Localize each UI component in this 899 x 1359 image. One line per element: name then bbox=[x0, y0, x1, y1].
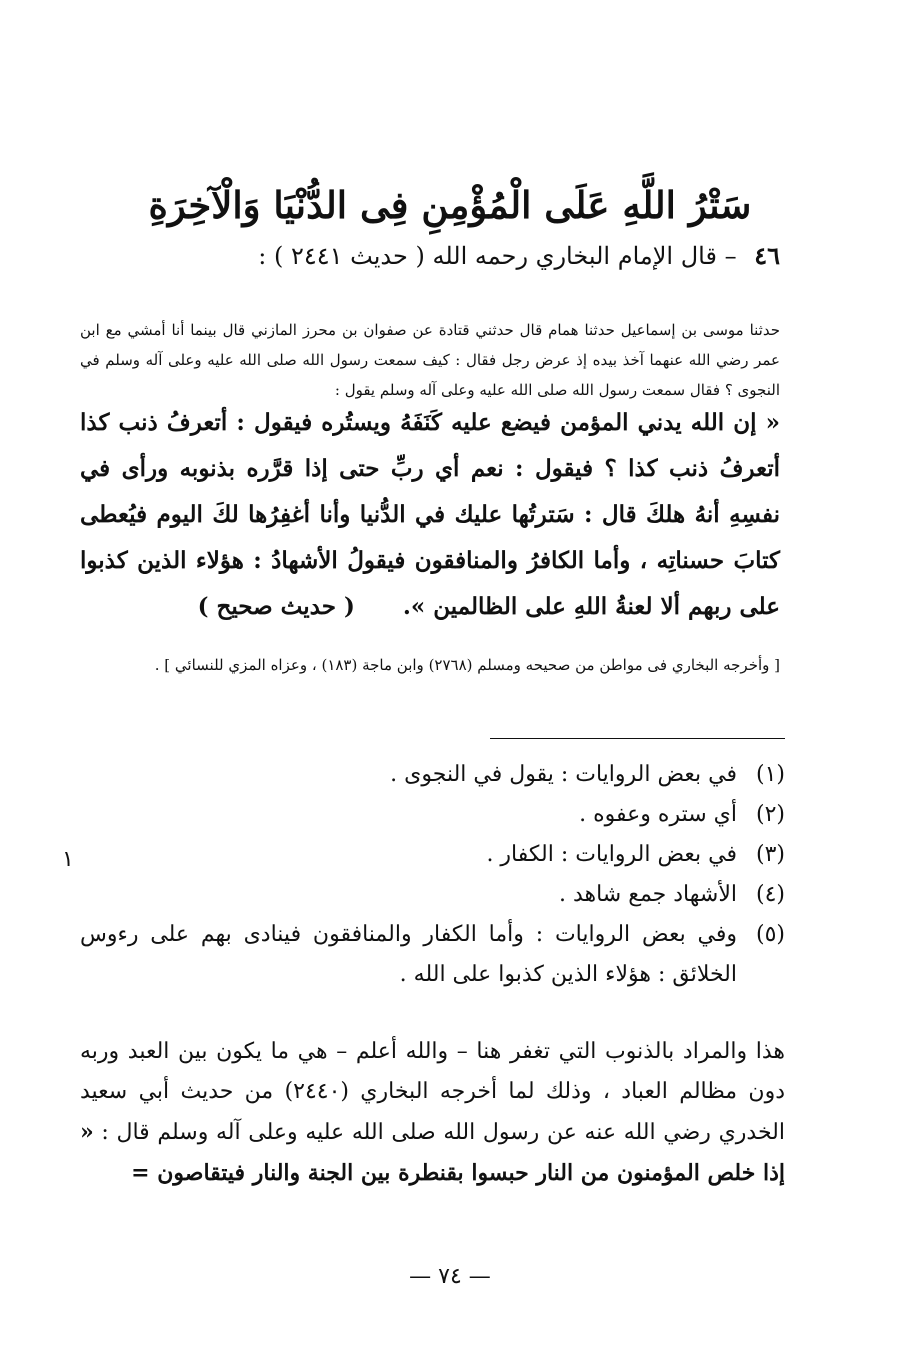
hadith-header-text: – قال الإمام البخاري رحمه الله ( حديث ٢٤٤١ ) : bbox=[258, 242, 737, 270]
footnote-text: في بعض الروايات : الكفار . bbox=[486, 842, 737, 867]
footnote-text: وفي بعض الروايات : وأما الكفار والمنافقون فينادى بهم على رءوس الخلائق : هؤلاء الذين كذبوا على الله . bbox=[80, 922, 737, 987]
source-note: [ وأخرجه البخاري فى مواطن من صحيحه ومسلم (٢٧٦٨) وابن ماجة (١٨٣) ، وعزاه المزي للنسائي ] . bbox=[154, 656, 780, 674]
hadith-header bbox=[120, 236, 780, 276]
footnote-number: (٣) bbox=[755, 842, 785, 867]
hadith-number: ٤٦ bbox=[754, 241, 780, 270]
commentary-quote: « إذا خلص المؤمنون من النار حبسوا بقنطرة بين الجنة والنار فيتقاصون = bbox=[80, 1119, 785, 1186]
footnote-text: في بعض الروايات : يقول في النجوى . bbox=[390, 762, 737, 787]
footnote-text: أي ستره وعفوه . bbox=[579, 802, 737, 827]
footnote-item bbox=[80, 875, 785, 915]
isnad-paragraph: حدثنا موسى بن إسماعيل حدثنا همام قال حدثني قتادة عن صفوان بن محرز المازني قال بينما أنا أمشي مع ابن عمر رضي الله عنهما آخذ بيده إذ عرض رجل فقال : كيف سمعت رسول الله صلى الله عليه وعلى آله وسلم في النجوى ؟ فقال سمعت رسول الله صلى الله عليه وعلى آله وسلم يقول : bbox=[80, 321, 780, 399]
footnote-item bbox=[80, 835, 785, 875]
footnote-item bbox=[80, 915, 785, 995]
matn-text: « إن الله يدني المؤمن فيضع عليه كَنَفَهُ ويستُره فيقول : أتعرفُ ذنب كذا أتعرفُ ذنب كذا ؟ فيقول : نعم أي ربِّ حتى إذا قرَّره بذنوبه ورأى في نفسِهِ أنهُ هلكَ قال : سَترتُها عليك في الدُّنيا وأنا أغفِرُها لكَ اليوم فيُعطى كتابَ حسناتِه ، وأما الكافرُ والمنافقون فيقولُ الأشهادُ : هؤلاء الذين كذبوا على ربهم ألا لعنةُ اللهِ على الظالمين ». bbox=[80, 409, 780, 620]
footnotes-list bbox=[80, 755, 785, 995]
page-number: — ٧٤ — bbox=[409, 1264, 491, 1289]
footnote-number: (١) bbox=[755, 762, 785, 787]
footnote-number: (٥) bbox=[755, 922, 785, 947]
footnote-number: (٤) bbox=[755, 882, 785, 907]
chapter-title: سَتْرُ اللَّهِ عَلَى الْمُؤْمِنِ فِى الدُّنْيَا وَالْآخِرَةِ bbox=[148, 182, 752, 227]
hadith-matn bbox=[80, 400, 780, 630]
hadith-grading: ( حديث صحيح ) bbox=[197, 593, 355, 620]
footnote-separator bbox=[490, 738, 785, 739]
footnote-item bbox=[80, 795, 785, 835]
footnote-text: الأشهاد جمع شاهد . bbox=[558, 882, 737, 907]
commentary-text: هذا والمراد بالذنوب التي تغفر هنا – والله أعلم – هي ما يكون بين العبد وربه دون مظالم العباد ، وذلك لما أخرجه البخاري (٢٤٤٠) من حديث أبي سعيد الخدري رضي الله عنه عن رسول الله صلى الله عليه وعلى آله وسلم قال : bbox=[80, 1039, 786, 1145]
margin-mark: ١ bbox=[62, 847, 74, 872]
commentary-paragraph bbox=[80, 1032, 785, 1194]
footnote-number: (٢) bbox=[755, 802, 785, 827]
footnote-item bbox=[80, 755, 785, 795]
